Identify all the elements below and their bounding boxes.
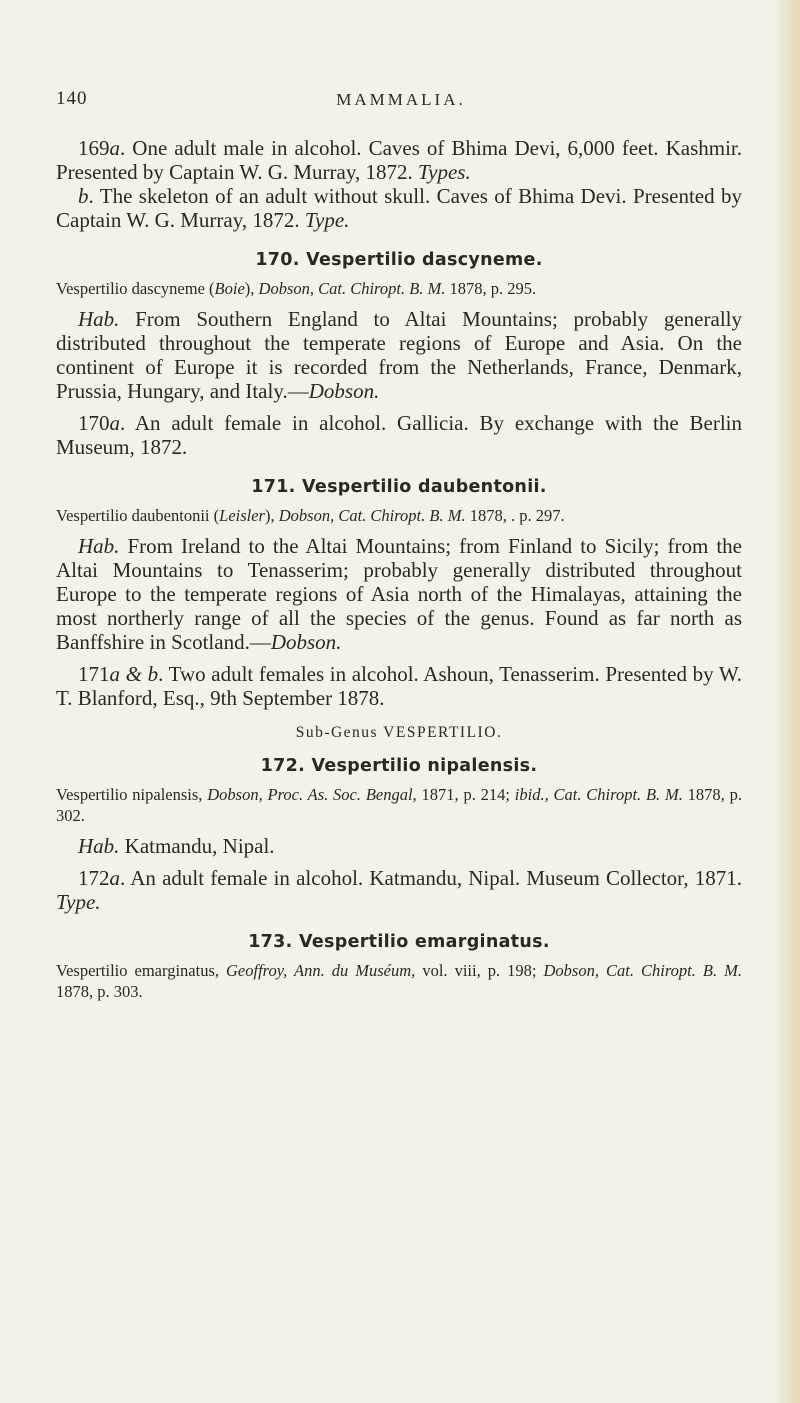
habitat-text: From Ireland to the Altai Mountains; from Finland to Sicily; from the Altai Mountains to Tenasserim; probably generally distributed throughout Europe to the temperate regions of Asia north of the Himalayas, attaining the most northerly range of all the species of the genus. Found as far north as Banffshire in Scotland.— xyxy=(56,534,742,654)
synonymy-text: 1878, p. 302. xyxy=(56,785,742,825)
habitat-label: Hab. xyxy=(78,834,120,858)
synonymy-author: Boie xyxy=(214,279,245,298)
species-heading-170: 170. Vespertilio dascyneme. xyxy=(255,250,543,270)
synonymy-reference: ibid., Cat. Chiropt. B. M. xyxy=(514,785,683,804)
synonymy-text: Vespertilio dascyneme ( xyxy=(56,279,215,298)
entry-text: . An adult female in alcohol. Gallicia. By exchange with the Berlin Museum, 1872. xyxy=(56,411,742,459)
synonymy-reference: Geoffroy, Ann. du Muséum, xyxy=(226,961,416,980)
entry-number: 169 xyxy=(78,136,110,160)
synonymy-reference: Dobson, Cat. Chiropt. B. M. xyxy=(258,279,446,298)
synonymy-170 xyxy=(56,278,742,299)
entry-note: Types. xyxy=(418,160,471,184)
species-heading-172: 172. Vespertilio nipalensis. xyxy=(260,756,538,776)
synonymy-171 xyxy=(56,505,742,526)
specimen-entry-169a xyxy=(56,136,742,184)
entry-note: Type. xyxy=(56,890,101,914)
entry-letter: a xyxy=(109,866,120,890)
species-heading-173: 173. Vespertilio emarginatus. xyxy=(248,932,550,952)
running-head: MAMMALIA. xyxy=(336,90,466,109)
page-header xyxy=(56,88,746,116)
synonymy-reference: Dobson, Cat. Chiropt. B. M. xyxy=(543,961,742,980)
entry-text: . Two adult females in alcohol. Ashoun, Tenasserim. Presented by W. T. Blanford, Esq., 9th September 1878. xyxy=(56,662,742,710)
entry-letter: a xyxy=(109,411,120,435)
habitat-authority: Dobson. xyxy=(308,379,380,403)
synonymy-reference: Dobson, Cat. Chiropt. B. M. xyxy=(278,506,466,525)
synonymy-173 xyxy=(56,960,742,1002)
specimen-entry-171ab xyxy=(56,662,742,710)
synonymy-text: Vespertilio nipalensis, xyxy=(56,785,208,804)
habitat-text: Katmandu, Nipal. xyxy=(119,834,275,858)
synonymy-text: Vespertilio emarginatus, xyxy=(56,961,227,980)
habitat-172 xyxy=(56,834,742,858)
synonymy-reference: Dobson, Proc. As. Soc. Bengal, xyxy=(207,785,417,804)
entry-text: . An adult female in alcohol. Katmandu, Nipal. Museum Collector, 1871. xyxy=(120,866,742,890)
entry-note: Type. xyxy=(304,208,350,232)
habitat-label: Hab. xyxy=(78,534,120,558)
page-body xyxy=(56,136,742,1002)
synonymy-text: 1878, . p. 297. xyxy=(465,506,565,525)
entry-letter: b xyxy=(78,184,89,208)
entry-letter: a xyxy=(109,136,120,160)
habitat-171 xyxy=(56,534,742,654)
entry-text: . One adult male in alcohol. Caves of Bhima Devi, 6,000 feet. Kashmir. Presented by Captain W. G. Murray, 1872. xyxy=(56,136,742,184)
synonymy-172 xyxy=(56,784,742,826)
entry-number: 171 xyxy=(78,662,110,686)
entry-letter: a & b xyxy=(109,662,159,686)
entry-number: 170 xyxy=(78,411,110,435)
subgenus-heading: Sub-Genus VESPERTILIO. xyxy=(295,724,503,741)
habitat-label: Hab. xyxy=(78,307,120,331)
habitat-authority: Dobson. xyxy=(270,630,342,654)
synonymy-text: ), xyxy=(264,506,279,525)
habitat-text: From Southern England to Altai Mountains; probably generally distributed throughout the temperate regions of Europe and Asia. On the continent of Europe it is recorded from the Netherlands, France, Denmark, Prussia, Hungary, and Italy.— xyxy=(56,307,742,403)
specimen-entry-170a xyxy=(56,411,742,459)
page-number: 140 xyxy=(56,88,88,109)
species-heading-171: 171. Vespertilio daubentonii. xyxy=(251,477,547,497)
specimen-entry-169b xyxy=(56,184,742,232)
synonymy-text: ), xyxy=(244,279,259,298)
synonymy-author: Leisler xyxy=(219,506,265,525)
page-edge-shadow xyxy=(774,0,800,1403)
synonymy-text: 1878, p. 303. xyxy=(56,982,143,1001)
habitat-170 xyxy=(56,307,742,403)
entry-text: . The skeleton of an adult without skull. Caves of Bhima Devi. Presented by Captain W. G. Murray, 1872. xyxy=(56,184,742,232)
specimen-entry-172a xyxy=(56,866,742,914)
synonymy-text: vol. viii, p. 198; xyxy=(415,961,544,980)
synonymy-text: 1871, p. 214; xyxy=(416,785,515,804)
synonymy-text: 1878, p. 295. xyxy=(445,279,537,298)
synonymy-text: Vespertilio daubentonii ( xyxy=(56,506,220,525)
entry-number: 172 xyxy=(78,866,110,890)
